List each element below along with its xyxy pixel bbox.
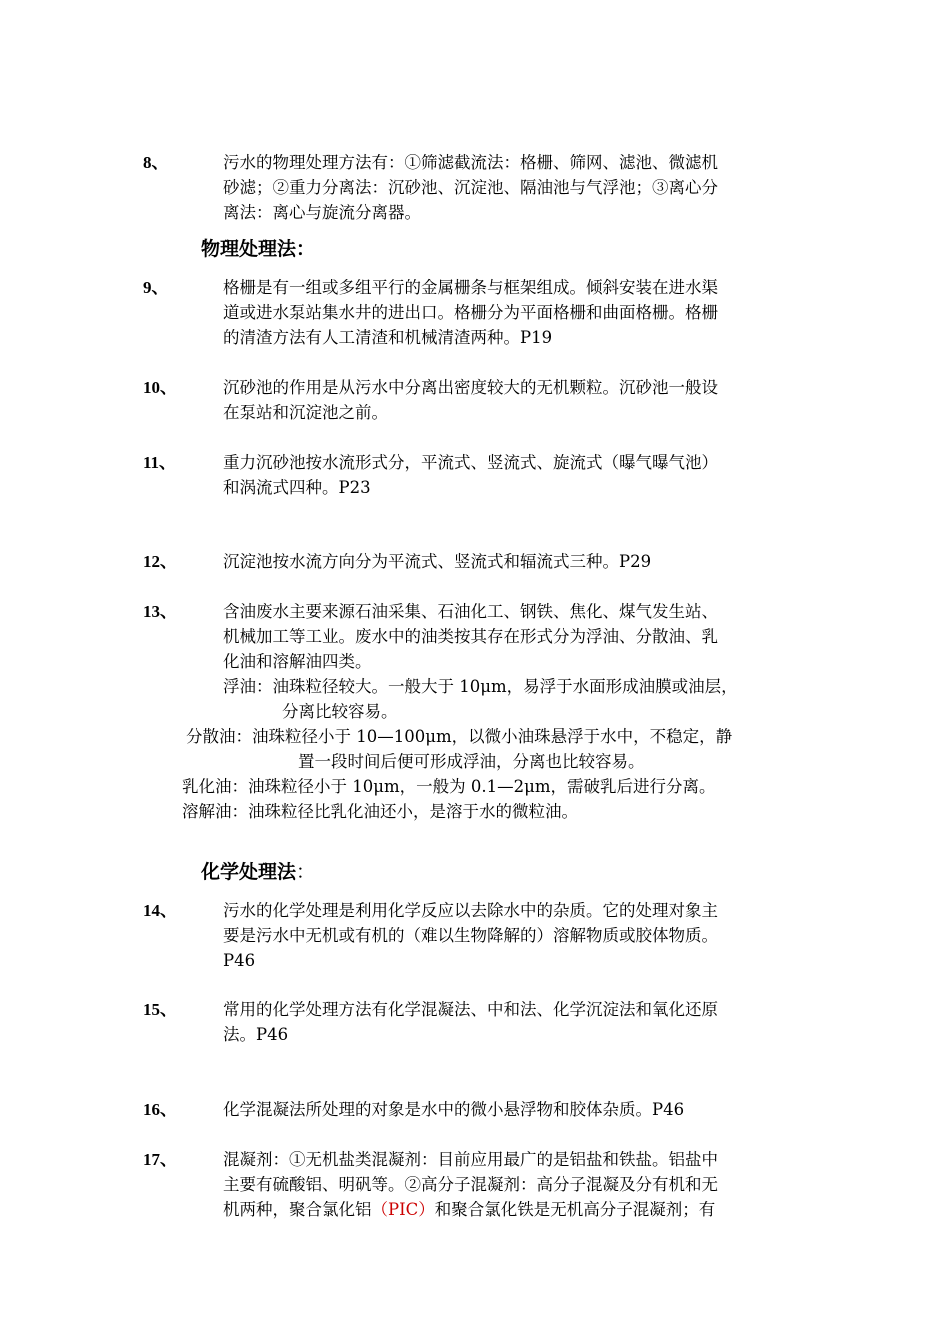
text-line: 常用的化学处理方法有化学混凝法、中和法、化学沉淀法和氧化还原 (223, 1000, 718, 1019)
paragraph-item-10 (223, 375, 718, 425)
text-line: 和涡流式四种。P23 (223, 478, 371, 497)
text-line: 的清渣方法有人工清渣和机械清渣两种。P19 (223, 328, 553, 347)
text-line: 污水的物理处理方法有：①筛滤截流法：格栅、筛网、滤池、微滤机 (223, 153, 718, 172)
oil-float-definition-cont: 分离比较容易。 (282, 702, 398, 721)
text-line: 法。P46 (223, 1025, 289, 1044)
text-line: 主要有硫酸铝、明矾等。②高分子混凝剂：高分子混凝及分有机和无 (223, 1175, 718, 1194)
text-line: 机械加工等工业。废水中的油类按其存在形式分为浮油、分散油、乳 (223, 627, 718, 646)
section-heading-chemical (201, 858, 315, 886)
paragraph-item-14 (223, 898, 718, 973)
item-number: 17、 (143, 1150, 177, 1169)
oil-float-definition: 浮油：油珠粒径较大。一般大于 10μm，易浮于水面形成油膜或油层， (223, 677, 738, 696)
text-line: 沉淀池按水流方向分为平流式、竖流式和辐流式三种。P29 (223, 552, 652, 571)
text-line: 混凝剂：①无机盐类混凝剂：目前应用最广的是铝盐和铁盐。铝盐中 (223, 1150, 718, 1169)
item-number: 10、 (143, 378, 177, 397)
oil-dispersed-definition: 分散油：油珠粒径小于 10—100μm，以微小油珠悬浮于水中，不稳定，静 (186, 727, 733, 746)
text-line: 在泵站和沉淀池之前。 (223, 403, 388, 422)
item-number: 15、 (143, 1000, 177, 1019)
text-line: 离法：离心与旋流分离器。 (223, 203, 421, 222)
paragraph-item-12 (223, 549, 651, 574)
text-line: 化油和溶解油四类。 (223, 652, 372, 671)
section-heading-physical: 物理处理法： (201, 238, 316, 260)
item-number: 11、 (143, 453, 177, 472)
text-line: 格栅是有一组或多组平行的金属栅条与框架组成。倾斜安装在进水渠 (223, 278, 718, 297)
paragraph-item-11 (223, 450, 718, 500)
text-line: 化学混凝法所处理的对象是水中的微小悬浮物和胶体杂质。P46 (223, 1100, 685, 1119)
text-segment: 机两种，聚合氯化铝 (223, 1200, 372, 1219)
section-heading-colon: ： (296, 861, 316, 883)
item-number: 14、 (143, 901, 177, 920)
item-number: 12、 (143, 552, 177, 571)
paragraph-item-13 (223, 599, 718, 674)
oil-dissolved-definition: 溶解油：油珠粒径比乳化油还小，是溶于水的微粒油。 (182, 802, 578, 821)
text-line (223, 1197, 718, 1222)
text-line: 道或进水泵站集水井的进出口。格栅分为平面格栅和曲面格栅。格栅 (223, 303, 718, 322)
paragraph-item-17 (223, 1147, 718, 1222)
text-line: 含油废水主要来源石油采集、石油化工、钢铁、焦化、煤气发生站、 (223, 602, 718, 621)
paragraph-item-9 (223, 275, 718, 350)
text-line: 要是污水中无机或有机的（难以生物降解的）溶解物质或胶体物质。 (223, 926, 718, 945)
highlighted-text: （PIC） (371, 1200, 435, 1219)
text-line: 沉砂池的作用是从污水中分离出密度较大的无机颗粒。沉砂池一般设 (223, 378, 718, 397)
text-line: 砂滤；②重力分离法：沉砂池、沉淀池、隔油池与气浮池；③离心分 (223, 178, 718, 197)
item-number: 16、 (143, 1100, 177, 1119)
item-number: 8、 (143, 153, 169, 172)
text-line: P46 (223, 951, 256, 970)
text-segment: 和聚合氯化铁是无机高分子混凝剂；有 (434, 1200, 716, 1219)
text-line: 重力沉砂池按水流形式分，平流式、竖流式、旋流式（曝气曝气池） (223, 453, 718, 472)
oil-dispersed-definition-cont: 置一段时间后便可形成浮油，分离也比较容易。 (298, 752, 645, 771)
paragraph-item-16 (223, 1097, 684, 1122)
text-line: 污水的化学处理是利用化学反应以去除水中的杂质。它的处理对象主 (223, 901, 718, 920)
oil-emulsified-definition: 乳化油：油珠粒径小于 10μm，一般为 0.1—2μm，需破乳后进行分离。 (182, 777, 716, 796)
paragraph-item-8 (223, 150, 718, 225)
item-number: 13、 (143, 602, 177, 621)
paragraph-item-15 (223, 997, 718, 1047)
section-heading-text: 化学处理法 (201, 861, 297, 883)
item-number: 9、 (143, 278, 169, 297)
